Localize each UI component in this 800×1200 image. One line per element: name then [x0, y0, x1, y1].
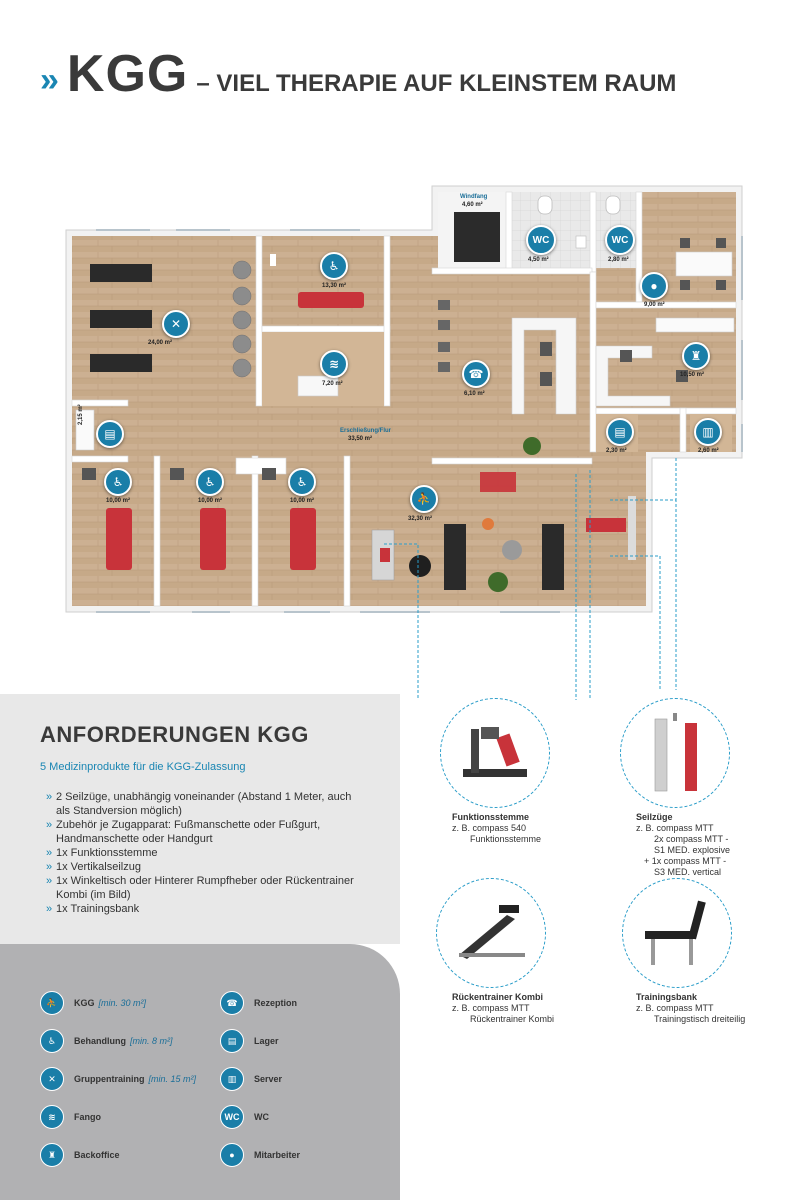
kgg-area: 32,30 m² — [408, 516, 433, 522]
legend-label: Behandlung — [74, 1036, 126, 1046]
wc-icon: WC — [605, 225, 635, 255]
treatment-icon: ♿ — [104, 468, 132, 496]
storage-icon: ▤ — [96, 420, 124, 448]
legend-item-backoffice — [40, 1142, 120, 1168]
legend-label: Rezeption — [254, 998, 298, 1008]
product-rueckentrainer — [452, 992, 554, 1025]
cabin-2-area: 10,00 m² — [198, 498, 223, 504]
product-line: + 1x compass MTT - — [644, 856, 727, 866]
page-title: KGG — [66, 45, 189, 103]
back-trainer-icon — [437, 879, 547, 989]
windfang-label: Windfang — [460, 194, 488, 200]
legend-label: WC — [254, 1112, 269, 1122]
product-image-trainingsbank — [622, 878, 732, 988]
storage-2-area: 2,30 m² — [606, 448, 627, 454]
storage-1-area: 2,15 m² — [78, 404, 84, 425]
legend-item-behandlung — [40, 1028, 173, 1054]
product-image-seilzuege — [620, 698, 730, 808]
product-line: Trainingstisch dreiteilig — [654, 1014, 746, 1024]
leg-press-icon — [441, 699, 551, 809]
treatment-icon: ♿ — [196, 468, 224, 496]
group-training-area: 24,00 m² — [148, 340, 173, 346]
storage-icon: ▤ — [606, 418, 634, 446]
list-item: » 2 Seilzüge, unabhängig voneinander (Abstand 1 Meter, auch als Standversion möglich) — [56, 790, 356, 818]
legend-item-mitarbeiter — [220, 1142, 300, 1168]
reception-area: 6,10 m² — [464, 391, 485, 397]
cabin-3-area: 10,00 m² — [290, 498, 315, 504]
group-training-icon: ✕ — [40, 1067, 64, 1091]
legend-label: Fango — [74, 1112, 101, 1122]
staff-icon: ● — [220, 1143, 244, 1167]
product-seilzuege — [636, 812, 730, 878]
legend-panel — [0, 944, 400, 1200]
legend-label: KGG — [74, 998, 95, 1008]
legend-item-server — [220, 1066, 282, 1092]
legend-label: Lager — [254, 1036, 279, 1046]
reception-icon: ☎ — [462, 360, 490, 388]
training-bench-icon — [623, 879, 733, 989]
requirements-title: ANFORDERUNGEN KGG — [40, 722, 309, 747]
legend-label: Backoffice — [74, 1150, 120, 1160]
legend-item-gruppentraining — [40, 1066, 196, 1092]
backoffice-area: 10,50 m² — [680, 372, 705, 378]
legend-label: Mitarbeiter — [254, 1150, 301, 1160]
list-item: » 1x Vertikalseilzug — [56, 860, 356, 874]
product-line: z. B. compass 540 — [452, 823, 527, 833]
product-line: S1 MED. explosive — [654, 845, 731, 855]
product-line: z. B. compass MTT — [452, 1003, 530, 1013]
backoffice-icon: ♜ — [682, 342, 710, 370]
backoffice-icon: ♜ — [40, 1143, 64, 1167]
cable-tower-icon — [621, 699, 731, 809]
wc-1-area: 4,50 m² — [528, 257, 549, 263]
legend-note: [min. 15 m²] — [148, 1074, 197, 1084]
hallway-area: 33,50 m² — [348, 436, 373, 442]
legend-item-kgg — [40, 990, 146, 1016]
wc-2-area: 2,80 m² — [608, 257, 629, 263]
windfang-area: 4,60 m² — [462, 202, 483, 208]
product-line: S3 MED. vertical — [654, 867, 722, 877]
legend-label: Gruppentraining — [74, 1074, 145, 1084]
wc-icon: WC — [220, 1105, 244, 1129]
server-icon: ▥ — [694, 418, 722, 446]
product-line: 2x compass MTT - — [654, 834, 729, 844]
chevron-icon: » — [40, 61, 55, 99]
group-training-icon: ✕ — [162, 310, 190, 338]
legend-item-fango — [40, 1104, 101, 1130]
product-image-rueckentrainer — [436, 878, 546, 988]
fango-area: 7,20 m² — [322, 381, 343, 387]
legend-item-lager — [220, 1028, 279, 1054]
list-item: » 1x Winkeltisch oder Hinterer Rumpfheber oder Rückentrainer Kombi (im Bild) — [56, 874, 356, 902]
product-title: Seilzüge — [636, 812, 673, 822]
list-item: » 1x Trainingsbank — [56, 902, 356, 916]
legend-item-wc — [220, 1104, 269, 1130]
product-title: Rückentrainer Kombi — [452, 992, 544, 1002]
staff-room-area: 9,00 m² — [644, 302, 665, 308]
treatment-room-area: 13,30 m² — [322, 283, 347, 289]
storage-icon: ▤ — [220, 1029, 244, 1053]
reception-icon: ☎ — [220, 991, 244, 1015]
requirements-hint: 5 Medizinprodukte für die KGG-Zulassung — [40, 761, 246, 773]
list-item: » 1x Funktionsstemme — [56, 846, 356, 860]
legend-label: Server — [254, 1074, 283, 1084]
page-subtitle: – VIEL THERAPIE AUF KLEINSTEM RAUM — [196, 70, 677, 97]
product-line: z. B. compass MTT — [636, 823, 714, 833]
product-title: Funktionsstemme — [452, 812, 530, 822]
hallway-label: Erschließung/Flur — [340, 428, 392, 434]
legend-note: [min. 30 m²] — [98, 998, 147, 1008]
treatment-icon: ♿ — [320, 252, 348, 280]
product-funktionsstemme — [452, 812, 541, 845]
kgg-icon: ⛹ — [410, 485, 438, 513]
treatment-icon: ♿ — [288, 468, 316, 496]
kgg-icon: ⛹ — [40, 991, 64, 1015]
legend-item-rezeption — [220, 990, 297, 1016]
product-image-funktionsstemme — [440, 698, 550, 808]
fango-icon: ≋ — [320, 350, 348, 378]
server-area: 2,60 m² — [698, 448, 719, 454]
product-trainingsbank — [636, 992, 745, 1025]
requirements-panel — [0, 694, 400, 944]
cabin-1-area: 10,00 m² — [106, 498, 131, 504]
staff-icon: ● — [640, 272, 668, 300]
requirements-list — [56, 790, 356, 916]
product-line: Rückentrainer Kombi — [470, 1014, 555, 1024]
server-icon: ▥ — [220, 1067, 244, 1091]
wc-icon: WC — [526, 225, 556, 255]
treatment-icon: ♿ — [40, 1029, 64, 1053]
list-item: » Zubehör je Zugapparat: Fußmanschette oder Fußgurt, Handmanschette oder Handgurt — [56, 818, 356, 846]
product-title: Trainingsbank — [636, 992, 698, 1002]
legend-note: [min. 8 m²] — [130, 1036, 173, 1046]
fango-icon: ≋ — [40, 1105, 64, 1129]
product-line: z. B. compass MTT — [636, 1003, 714, 1013]
product-line: Funktionsstemme — [470, 834, 542, 844]
